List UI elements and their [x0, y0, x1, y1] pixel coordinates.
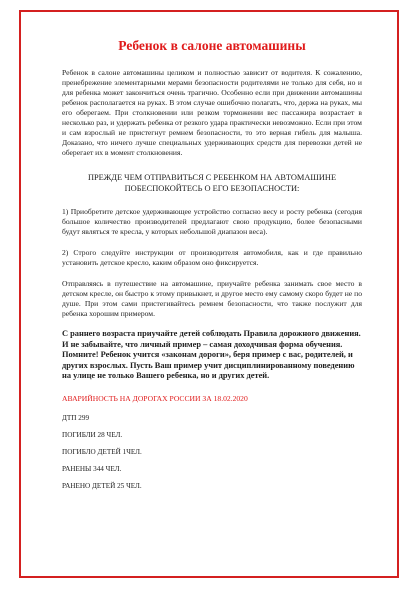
page-title: Ребенок в салоне автомашины [118, 38, 306, 53]
stat-children-injured: РАНЕНО ДЕТЕЙ 25 ЧЕЛ. [62, 481, 142, 490]
stats-title: АВАРИЙНОСТЬ НА ДОРОГАХ РОССИИ ЗА 18.02.2020 [62, 393, 248, 403]
advice-item-2: 2) Строго следуйте инструкции от производителя автомобиля, как и где правильно установить детское кресло, каким образом оно фиксируется. [62, 248, 362, 267]
stat-killed: ПОГИБЛИ 28 ЧЕЛ. [62, 430, 123, 439]
document-body [62, 38, 362, 498]
intro-paragraph: Ребенок в салоне автомашины целиком и полностью зависит от водителя. К сожалению, пренебрежение элементарными мерами безопасности родителями не только для себя, но и для ребенка может закончиться очень трагично. Особенно если при движении автомашины ребенок располагается на руках. В этом случае ошибочно полагать, что, держа на руках, мы его оберегаем. При столкновении или резком торможении вес пассажира возрастает в несколько раз, и удержать ребенка от резкого удара практически невозможно. Если при этом и сам взрослый не пристегнут ремнем безопасности, то это верная гибель для малыша. Доказано, что ничего лучше специальных удерживающих средств для перевозки детей не оберегает их в момент столкновения. [62, 68, 362, 157]
safety-heading: ПРЕЖДЕ ЧЕМ ОТПРАВИТЬСЯ С РЕБЕНКОМ НА АВТОМАШИНЕ ПОБЕСПОКОЙТЕСЬ О ЕГО БЕЗОПАСНОСТИ: [87, 173, 337, 193]
bold-note-paragraph: С раннего возраста приучайте детей соблюдать Правила дорожного движения. И не забывайте, что личный пример – самая доходчивая форма обучения. Помните! Ребенок учится «законам дороги», беря пример с вас, родителей, и других взрослых. Пусть Ваш пример учит дисциплинированному поведению на улице не только Вашего ребенка, но и других детей. [62, 329, 361, 380]
stat-children-killed: ПОГИБЛО ДЕТЕЙ 1ЧЕЛ. [62, 447, 142, 456]
stat-injured: РАНЕНЫ 344 ЧЕЛ. [62, 464, 122, 473]
stat-accidents: ДТП 299 [62, 413, 90, 422]
advice-item-1: 1) Приобретите детское удерживающее устройство согласно весу и росту ребенка (сегодня большое количество производителей предлагают свою продукцию, более безопасными будут являться те кресла, у которых небольшой диапазон веса). [62, 207, 362, 236]
travel-paragraph: Отправляясь в путешествие на автомашине, приучайте ребенка занимать свое место в детском кресле, он быстро к этому привыкнет, и другое место ему самому скоро будет не по душе. При этом сами пристегивайтесь ремнем безопасности, что также послужит для ребенка хорошим примером. [62, 279, 362, 318]
